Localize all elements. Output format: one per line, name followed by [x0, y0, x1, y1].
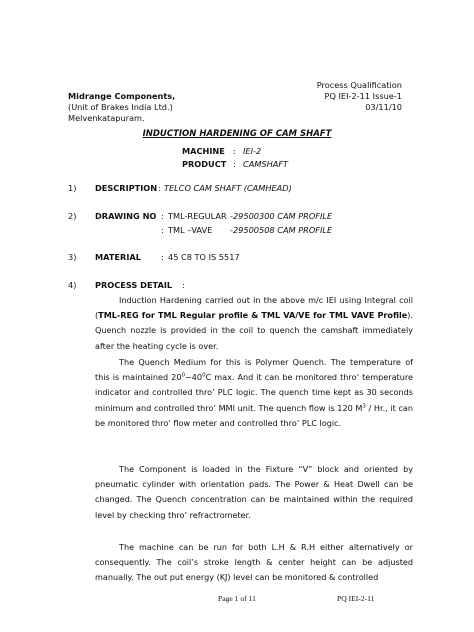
paragraph-machine-run — [95, 540, 413, 586]
paragraph-text: The Quench Medium for this is Polymer Quench. The temperature of this is maintained 20 — [95, 357, 413, 383]
paragraph-text: −40 — [184, 372, 203, 383]
process-sep: : — [182, 280, 185, 290]
description-label: DESCRIPTION — [95, 183, 158, 193]
section-number: 1) — [68, 183, 77, 193]
page-title: INDUCTION HARDENING OF CAM SHAFT — [142, 129, 332, 139]
superscript: 0 — [202, 372, 206, 379]
section-number: 3) — [68, 252, 77, 262]
drawing-sep: : — [161, 211, 164, 221]
description-value: TELCO CAM SHAFT (CAMHEAD) — [164, 183, 292, 193]
product-value: CAMSHAFT — [243, 159, 289, 169]
company-unit: (Unit of Brakes India Ltd.) — [68, 102, 173, 112]
material-value: 45 C8 TO IS 5517 — [168, 252, 240, 262]
drawing-vave-value: -29500508 CAM PROFILE — [230, 225, 333, 235]
page-number: Page 1 of 11 — [218, 594, 256, 603]
company-name: Midrange Components, — [68, 91, 176, 101]
paragraph-text: ). Quench nozzle is provided in the coil to quench the camshaft immediately after the heating cycle is over. — [95, 310, 413, 351]
superscript: 3 — [362, 402, 366, 409]
footer-doc-ref: PQ IEI-2-11 — [337, 594, 375, 603]
material-sep: : — [161, 252, 164, 262]
paragraph-bold-text: TML-REG for TML Regular profile & TML VA/VE for TML VAVE Profile — [98, 310, 408, 321]
paragraph-text: / Hr., it can be monitored thro’ flow meter and controlled thro’ PLC logic. — [95, 402, 413, 428]
company-location: Melvenkatapuram. — [68, 113, 145, 123]
product-label: PRODUCT — [182, 159, 227, 169]
paragraph-quench — [95, 355, 413, 431]
drawing-regular-name: TML-REGULAR — [168, 211, 227, 221]
product-sep: : — [233, 159, 236, 169]
doc-date: 03/11/10 — [365, 102, 402, 112]
drawing-regular-value: -29500300 CAM PROFILE — [230, 211, 333, 221]
material-label: MATERIAL — [95, 252, 141, 262]
machine-value: IEI-2 — [243, 146, 262, 156]
drawing-label: DRAWING NO — [95, 211, 157, 221]
paragraph-text: The Component is loaded in the Fixture “V” block and oriented by pneumatic cylinder with orientation pads. The Power & Heat Dwell can be changed. The Quench concentration can be maintained within the required level by checking thro’ refractrometer. — [95, 464, 413, 520]
drawing-sep: : — [161, 225, 164, 235]
machine-sep: : — [233, 146, 236, 156]
paragraph-text: The machine can be run for both L.H & R.H either alternatively or consequently. The coil’s stroke length & center height can be adjusted manually. The out put energy (KJ) level can be monitored & controlled — [95, 542, 413, 583]
paragraph-text: C max. And it can be monitored thro’ temperature indicator and controlled thro’ PLC logic. The quench time kept as 30 seconds minimum and controlled thro’ MMI unit. The quench flow is 120 M — [95, 372, 413, 413]
section-number: 4) — [68, 280, 77, 290]
drawing-vave-name: TML –VAVE — [168, 225, 213, 235]
machine-label: MACHINE — [182, 146, 225, 156]
process-label: PROCESS DETAIL — [95, 280, 173, 290]
paragraph-fixture — [95, 462, 413, 523]
paragraph-text: Induction Hardening carried out in the above m/c IEI using Integral coil ( — [95, 295, 413, 321]
paragraph-coil — [95, 293, 413, 354]
doc-type: Process Qualification — [316, 80, 402, 90]
section-number: 2) — [68, 211, 77, 221]
superscript: 0 — [181, 372, 185, 379]
description-sep: : — [158, 183, 161, 193]
doc-number: PQ IEI-2-11 Issue-1 — [324, 91, 402, 101]
